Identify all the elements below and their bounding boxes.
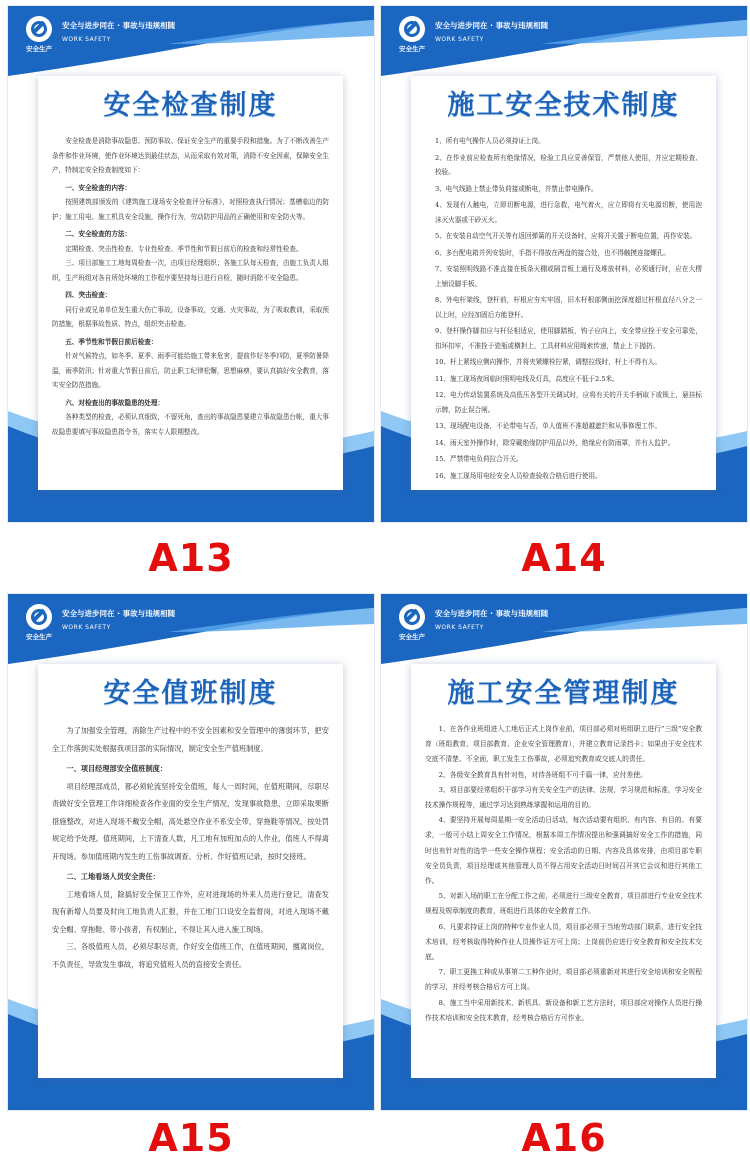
list-item: 11、施工现场夜间临时照明电线及灯具，高度应不低于2.5米。 [435, 374, 619, 383]
section-heading: 二、安全检查的方法： [65, 230, 132, 238]
content-card [411, 76, 716, 490]
content-card [38, 76, 343, 490]
safety-cross-icon [399, 604, 425, 630]
list-item: 2、在作业前应检查所有绝缘情况，检验工具应妥善保管，严禁他人使用，并应定期检查、校验。 [435, 153, 702, 176]
list-item: 14、雨天室外操作时，除穿戴绝缘防护用品以外，绝缘应有防雨罩，并有人监护。 [435, 438, 675, 447]
poster-title: 施工安全管理制度 [447, 678, 680, 709]
list-item: 13、现场配电设备，不论带电与否，单人值班不准超越遮拦和从事修理工作。 [435, 422, 661, 430]
safety-logo: 安全生产 [397, 604, 427, 641]
body-paragraph: 工地看场人员，除搞好安全保卫工作外，应对进现场的外来人员进行登记，清查发现有新增人员要及时向工地负责人汇报，并在工地门口设安全监督岗，对进入现场不戴安全帽、穿拖鞋、带小孩者，有权制止，不得让其入进入施工现场。 [52, 889, 329, 934]
body-paragraph: 7、职工更换工种或从事第二工种作业时，项目部必须重新对其进行安全培训和安全规程的学习，并经考核合格后方可上岗。 [425, 968, 702, 992]
section-heading: 一、安全检查的内容： [65, 183, 132, 192]
section-heading: 二、工地看场人员安全责任： [66, 872, 160, 881]
poster-title: 安全检查制度 [103, 90, 278, 121]
list-item: 1、所有电气操作人员必须持证上岗。 [435, 137, 545, 145]
body-paragraph: 5、对新入场的职工在分配工作之前，必须进行三级安全教育，项目部进行专业安全技术规程及规章制度的教育，班组进行具体的安全教育工作。 [425, 892, 702, 916]
list-item: 5、在安装自动空气开关等有返回弹簧的开关设备时，应将开关置于断电位置，再作安装。 [435, 232, 697, 240]
poster-label: A14 [521, 536, 607, 580]
body-paragraph: 三、项目部施工工地每周检查一次，由项目经理组织；各施工队每天检查，由施工负责人组织，生产班组对各自所处环境的工作程序要坚持每日进行自检，随时消除不安全隐患。 [52, 259, 329, 282]
poster-a14 [381, 6, 747, 522]
list-item: 16、施工现场用电经安全人员检查验收合格后进行使用。 [435, 471, 602, 480]
safety-cross-icon [26, 16, 52, 42]
header-slogan: 安全与进步同在 · 事故与违规相随 WORK SAFETY [62, 609, 176, 631]
list-item: 10、杆上紧线应侧向操作，并将夹紧螺栓拧紧，调整拉线时，杆上不得有人。 [435, 358, 661, 366]
body-paragraph: 6、凡要求持证上岗的特种专业作业人员，项目部必须于当地劳动部门联系，进行安全技术培训，经考核取得特种作业人员操作证方可上岗；上岗前仍应进行安全教育和安全技术交底。 [425, 922, 702, 962]
body-paragraph: 项目经理部成员，都必须轮流坚持安全值班，每人一周时间，在值班期间，尽职尽责做好安全管理工作详细检查各作业面的安全生产情况，发现事故隐患，立即采取果断措施整改，对进入现场不戴安全帽，高处悬空作业不系安全带，穿拖鞋等情况，按处罚规定给予处理。值班期间，上下清查人数，凡工地有加班加点的人作业，值班人不得离开现场。参加值班期内发生的工伤事故调查、分析、作好值班记录，按时交接班。 [52, 781, 329, 861]
body-paragraph: 1、在各作业班组进入工地后正式上岗作业前，项目部必须对班组职工进行“三级”安全教育（班组教育、项目部教育、企业安全管理教育），并建立教育记录挡卡；如果由于安全技术交底不清楚、不全面，职工发生工伤事故，必须追究教育或交底人的责任。 [425, 725, 702, 764]
safety-cross-icon [399, 16, 425, 42]
poster-title: 施工安全技术制度 [447, 90, 680, 121]
poster-label: A13 [148, 536, 234, 580]
poster-a15 [8, 594, 374, 1110]
body-paragraph: 2、各级安全教育具有针对性，对待各班组不可千篇一律，应付差使。 [438, 770, 647, 779]
safety-cross-icon [26, 604, 52, 630]
poster-a13 [8, 6, 374, 522]
list-item: 8、外电杆架线，登杆前，杆根应夯实牢固，旧木杆根部侧面挖深度超过杆根直径八分之一以上时，应经加固后方能登杆。 [435, 296, 702, 319]
list-item: 4、发现有人触电，立即切断电源，进行急救，电气着火，应立即将有关电源切断，使用泡沫灭火器或干砂灭火。 [435, 201, 702, 224]
poster-body [52, 722, 329, 973]
poster-label: A16 [521, 1116, 607, 1160]
list-item: 15、严禁带电负荷拉合开关。 [435, 455, 523, 463]
list-item: 9、登杆操作脚扣应与杆径相适应，使用脚踏板，钩子应向上，安全带应拴于安全可靠处，扣环扣牢，不准拴于瓷瓶或横担上，工具材料应用绳索传递，禁止上下抛扔。 [435, 327, 702, 350]
body-paragraph: 针对气候特点，如冬季、夏季、雨季可能给施工带来危害，提前作好冬季四防，夏季防暑降温，雨季防汛；针对重大节假日前后，防止职工纪律松懈，思想麻痹，要认真搞好安全教育，落实安全防范措施。 [52, 352, 329, 389]
body-paragraph: 4、要坚持开展每周星期一安全活动日活动，每次活动要有组织、有内容、有目的、有要求，一般可小结上周安全工作情况，根据本周工作情况提出和强调搞好安全工作的措施，同时也有针对性的选学一些安全操作规程；安全活动的日期、内容及具体安排，由项目部专职安全员负责，项目经理或其他管理人员不得占用安全活动日时间召开其它会议和进行其他工作。 [425, 816, 702, 886]
section-heading: 一、项目经理部安全值班制度： [66, 764, 168, 773]
poster-title: 安全值班制度 [103, 678, 278, 709]
body-paragraph: 定期检查、突击性检查、专业性检查、季节性和节假日前后的检查和经常性检查。 [65, 244, 303, 253]
list-item: 7、安装照明线路不准直接在板条天棚或隔音板上通行及堆放材料，必须通行时，应在大楞上铺设脚手板。 [435, 265, 702, 288]
body-paragraph: 3、项目部要经常组织干部学习有关安全生产的法律、法规，学习规范和标准，学习安全技术操作规程等，通过学习达到熟练掌握和运用的目的。 [425, 785, 702, 810]
body-paragraph: 三、各级值班人员，必须尽职尽责，作好安全值班工作，在值班期间，擅离岗位，不负责任，导致发生事故，将追究值班人员的直接安全责任。 [52, 942, 329, 969]
body-paragraph: 按照建筑部颁发的《建筑施工现场安全检查评分标准》，对照检查执行情况；基槽临边的防护；施工用电、施工机具安全设施，操作行为，劳动防护用品的正确使用和安全防火等。 [52, 198, 329, 221]
body-paragraph: 各种类型的检查，必须认真细致，不留死角，查出的事故隐患要建立事故隐患台帐，重大事故隐患要填写事故隐患指令书，落实专人限期整改。 [52, 413, 329, 436]
poster-body [425, 134, 702, 483]
header-slogan: 安全与进步同在 · 事故与违规相随 WORK SAFETY [62, 21, 176, 43]
header-slogan: 安全与进步同在 · 事故与违规相随 WORK SAFETY [435, 21, 549, 43]
content-card [411, 664, 716, 1078]
body-paragraph: 为了加强安全管理，消除生产过程中的不安全因素和安全管理中的薄弱环节，把安全工作落到实处根据我项目部的实际情况，制定安全生产值班制度。 [52, 726, 329, 753]
poster-label: A15 [148, 1116, 234, 1160]
list-item: 6、多台配电箱并列安装时，手指不得放在两盘的接合处，也不得触摸连接螺孔。 [435, 248, 670, 257]
list-item: 12、电力传动装置系统及高低压各型开关调试时，应将有关的开关手柄取下或锁上，悬挂标示牌，防止误合闸。 [435, 391, 702, 414]
body-paragraph: 同行业或兄弟单位发生重大伤亡事故，设备事故，交通、火灾事故，为了吸取教训，采取预防措施，根据事故性质、特点，组织突击检查。 [52, 305, 329, 328]
poster-a16 [381, 594, 747, 1110]
safety-logo: 安全生产 [397, 16, 427, 53]
body-paragraph: 8、施工当中采用新技术、新机具、新设备和新工艺方法时，项目部应对操作人员进行操作技术培训和安全技术教育，经考核合格后方可作业。 [425, 998, 702, 1022]
section-heading: 六、对检查出的事故隐患的处理： [65, 398, 165, 407]
header-slogan: 安全与进步同在 · 事故与违规相随 WORK SAFETY [435, 609, 549, 631]
body-paragraph: 安全检查是消除事故隐患、预防事故、保证安全生产的重要手段和措施。为了不断改善生产条件和作业环境，使作业环境达到最佳状态，从而采取有效对策，消除不安全因素，保障安全生产，特制定安全检查制度如下： [52, 137, 329, 174]
section-heading: 四、突击检查： [65, 291, 112, 299]
poster-body [52, 134, 329, 439]
content-card [38, 664, 343, 1078]
poster-body [425, 722, 702, 1026]
safety-logo: 安全生产 [24, 604, 54, 641]
safety-logo: 安全生产 [24, 16, 54, 53]
list-item: 3、电气线路上禁止带负荷接或断电，并禁止带电操作。 [435, 184, 598, 193]
section-heading: 五、季节性和节假日前后检查： [65, 337, 158, 346]
